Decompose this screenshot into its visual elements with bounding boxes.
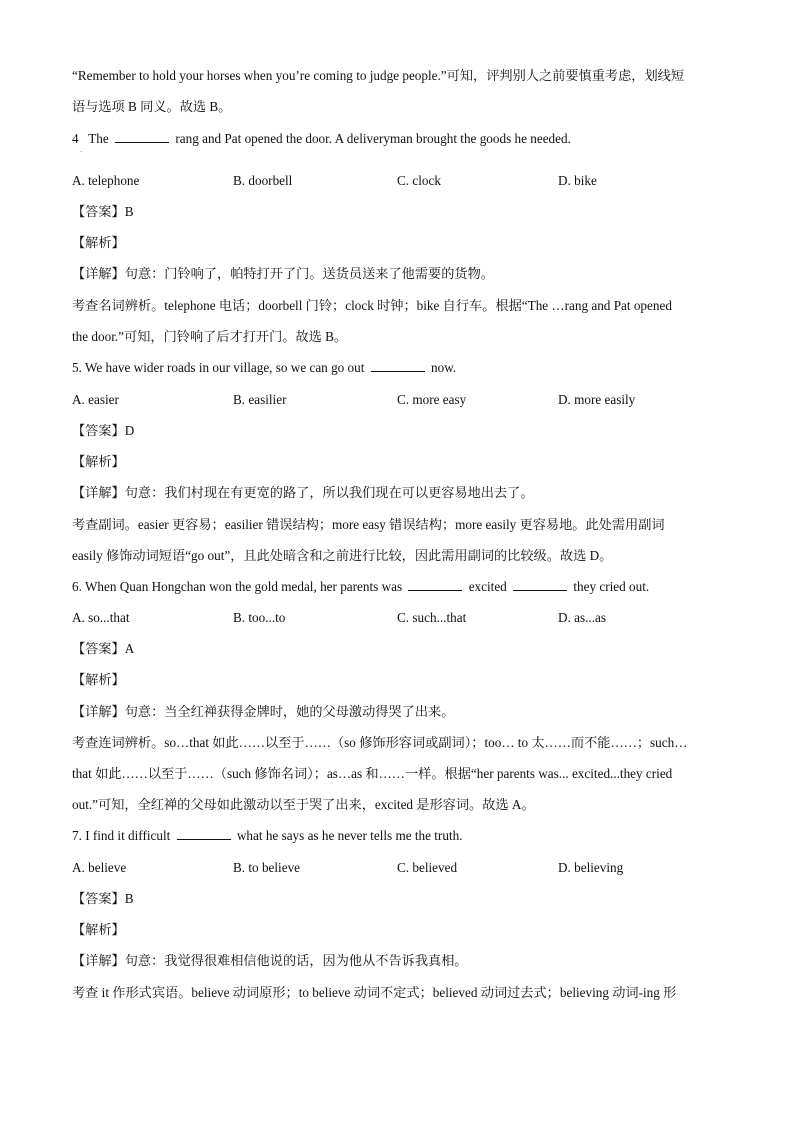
q6-options: [72, 609, 724, 627]
q5-analysis-heading: 【解析】: [72, 454, 125, 469]
q6-option-a: A. so...that: [72, 610, 130, 625]
q4-stem: [72, 130, 724, 148]
q5-option-a: A. easier: [72, 392, 119, 407]
q6-option-c: C. such...that: [397, 610, 467, 625]
q4-detail: 【详解】句意：门铃响了，帕特打开了门。送货员送来了他需要的货物。: [72, 266, 494, 281]
q4-number-dot: ·: [80, 148, 83, 156]
q5-detail: 【详解】句意：我们村现在有更宽的路了，所以我们现在可以更容易地出去了。: [72, 485, 534, 500]
q7-stem-b: what he says as he never tells me the truth.: [236, 828, 463, 843]
q3-explanation-line2: 语与选项 B 同义。故选 B。: [72, 99, 232, 114]
q5-option-c: C. more easy: [397, 392, 467, 407]
q4-analysis-heading: 【解析】: [72, 235, 125, 250]
q6-explanation-line2: that 如此……以至于……（such 修饰名词）；as…as 和……一样。根据“her parents was... excited...they cried: [72, 766, 673, 781]
q4-explanation-line2: the door.”可知，门铃响了后才打开门。故选 B。: [72, 329, 348, 344]
q7-option-d: D. believing: [558, 860, 624, 875]
q7-option-a: A. believe: [72, 860, 127, 875]
q7-explanation-line1: 考查 it 作形式宾语。believe 动词原形；to believe 动词不定式；believed 动词过去式；believing 动词-ing 形: [72, 985, 677, 1000]
q5-explanation-line1: 考查副词。easier 更容易；easilier 错误结构；more easy 错误结构；more easily 更容易地。此处需用副词: [72, 517, 665, 532]
q7-analysis-heading: 【解析】: [72, 922, 125, 937]
q5-option-b: B. easilier: [233, 392, 287, 407]
q5-stem-a: 5. We have wider roads in our village, so we can go out: [72, 360, 365, 375]
q6-stem-a: 6. When Quan Hongchan won the gold medal, her parents was: [72, 579, 403, 594]
q5-stem: [72, 359, 724, 377]
q6-stem-c: they cried out.: [573, 579, 650, 594]
q7-blank: [177, 827, 231, 840]
q7-detail: 【详解】句意：我觉得很难相信他说的话，因为他从不告诉我真相。: [72, 953, 468, 968]
q4-stem-a: The: [88, 131, 109, 146]
q6-stem-b: excited: [468, 579, 507, 594]
q4-answer: 【答案】B: [72, 204, 134, 219]
q5-options: [72, 391, 724, 409]
q6-blank-1: [408, 578, 462, 591]
q6-explanation-line1: 考查连词辨析。so…that 如此……以至于……（so 修饰形容词或副词）；too… to 太……而不能……；such…: [72, 735, 688, 750]
q6-detail: 【详解】句意：当全红禅获得金牌时，她的父母激动得哭了出来。: [72, 704, 455, 719]
q5-option-d: D. more easily: [558, 392, 636, 407]
q7-answer: 【答案】B: [72, 891, 134, 906]
q3-explanation-line1: “Remember to hold your horses when you’re coming to judge people.”可知，评判别人之前要慎重考虑，划线短: [72, 68, 685, 83]
q6-explanation-line3: out.”可知，全红禅的父母如此激动以至于哭了出来，excited 是形容词。故选 A。: [72, 797, 535, 812]
q5-explanation-line2: easily 修饰动词短语“go out”，且此处暗含和之前进行比较，因此需用副词的比较级。故选 D。: [72, 548, 613, 563]
q4-option-c: C. clock: [397, 173, 441, 188]
q6-option-d: D. as...as: [558, 610, 606, 625]
q4-explanation-line1: 考查名词辨析。telephone 电话；doorbell 门铃；clock 时钟；bike 自行车。根据“The …rang and Pat opened: [72, 298, 672, 313]
q7-option-c: C. believed: [397, 860, 458, 875]
q4-option-d: D. bike: [558, 173, 597, 188]
q6-analysis-heading: 【解析】: [72, 672, 125, 687]
q4-stem-b: rang and Pat opened the door. A deliveryman brought the goods he needed.: [175, 131, 571, 146]
q5-blank: [371, 359, 425, 372]
q7-options: [72, 859, 724, 877]
q5-answer: 【答案】D: [72, 423, 135, 438]
q6-option-b: B. too...to: [233, 610, 286, 625]
q4-options: [72, 172, 724, 190]
q6-stem: [72, 578, 724, 596]
q4-blank: [115, 130, 169, 143]
q7-option-b: B. to believe: [233, 860, 301, 875]
q4-option-b: B. doorbell: [233, 173, 293, 188]
q7-stem-a: 7. I find it difficult: [72, 828, 171, 843]
q5-stem-b: now.: [431, 360, 457, 375]
q4-number: 4: [72, 131, 79, 146]
q4-option-a: A. telephone: [72, 173, 140, 188]
q6-answer: 【答案】A: [72, 641, 135, 656]
q6-blank-2: [513, 578, 567, 591]
q7-stem: [72, 827, 724, 845]
